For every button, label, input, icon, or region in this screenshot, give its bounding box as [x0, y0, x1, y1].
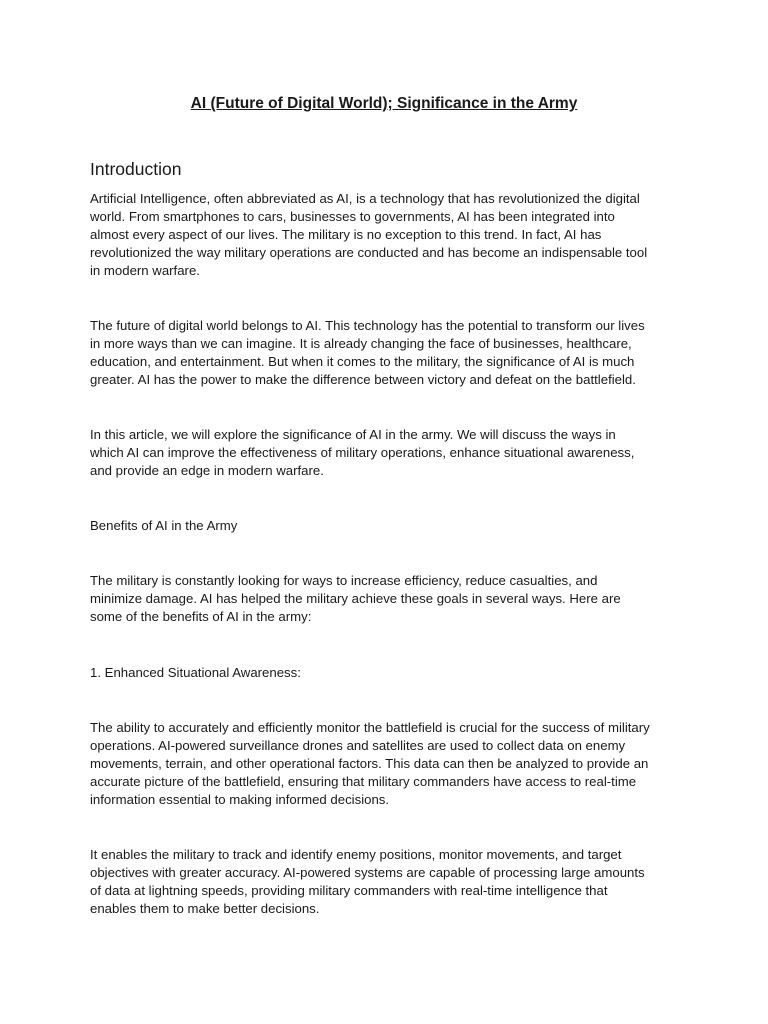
paragraph-benefits-intro [90, 572, 690, 626]
paragraph-future [90, 317, 690, 389]
subheading-situational-awareness [90, 664, 690, 682]
paragraph-line: The ability to accurately and efficiently monitor the battlefield is crucial for the success of military [90, 720, 650, 735]
paragraph-line: enables them to make better decisions. [90, 901, 320, 916]
paragraph-line: It enables the military to track and identify enemy positions, monitor movements, and target [90, 847, 622, 862]
paragraph-line: which AI can improve the effectiveness of military operations, enhance situational awareness, [90, 445, 635, 460]
paragraph-line: world. From smartphones to cars, businesses to governments, AI has been integrated into [90, 209, 615, 224]
paragraph-tracking [90, 846, 690, 918]
paragraph-line: minimize damage. AI has helped the military achieve these goals in several ways. Here are [90, 591, 621, 606]
paragraph-line: The future of digital world belongs to AI. This technology has the potential to transform our lives [90, 318, 645, 333]
paragraph-line: Artificial Intelligence, often abbreviated as AI, is a technology that has revolutionized the digital [90, 191, 640, 206]
paragraph-line: In this article, we will explore the significance of AI in the army. We will discuss the ways in [90, 427, 616, 442]
subheading-text: 1. Enhanced Situational Awareness: [90, 665, 301, 680]
subheading-benefits [90, 517, 690, 535]
paragraph-line: objectives with greater accuracy. AI-powered systems are capable of processing large amounts [90, 865, 645, 880]
paragraph-line: in modern warfare. [90, 263, 200, 278]
paragraph-line: of data at lightning speeds, providing military commanders with real-time intelligence that [90, 883, 608, 898]
paragraph-line: operations. AI-powered surveillance drones and satellites are used to collect data on enemy [90, 738, 626, 753]
paragraph-line: revolutionized the way military operations are conducted and has become an indispensable tool [90, 245, 648, 260]
paragraph-battlefield-monitoring [90, 719, 690, 809]
subheading-text: Benefits of AI in the Army [90, 518, 238, 533]
paragraph-line: accurate picture of the battlefield, ensuring that military commanders have access to real-time [90, 774, 637, 789]
document-title: AI (Future of Digital World); Significance in the Army [190, 95, 578, 112]
paragraph-intro [90, 190, 690, 280]
section-heading-introduction: Introduction [90, 159, 182, 179]
paragraph-line: some of the benefits of AI in the army: [90, 609, 312, 624]
paragraph-line: and provide an edge in modern warfare. [90, 463, 324, 478]
paragraph-line: movements, terrain, and other operational factors. This data can then be analyzed to provide an [90, 756, 649, 771]
paragraph-line: education, and entertainment. But when it comes to the military, the significance of AI is much [90, 354, 635, 369]
paragraph-line: The military is constantly looking for ways to increase efficiency, reduce casualties, and [90, 573, 598, 588]
paragraph-line: greater. AI has the power to make the difference between victory and defeat on the battlefield. [90, 372, 636, 387]
paragraph-line: information essential to making informed decisions. [90, 792, 390, 807]
paragraph-article-scope [90, 426, 690, 480]
paragraph-line: almost every aspect of our lives. The military is no exception to this trend. In fact, AI has [90, 227, 602, 242]
paragraph-line: in more ways than we can imagine. It is already changing the face of businesses, healthcare, [90, 336, 632, 351]
